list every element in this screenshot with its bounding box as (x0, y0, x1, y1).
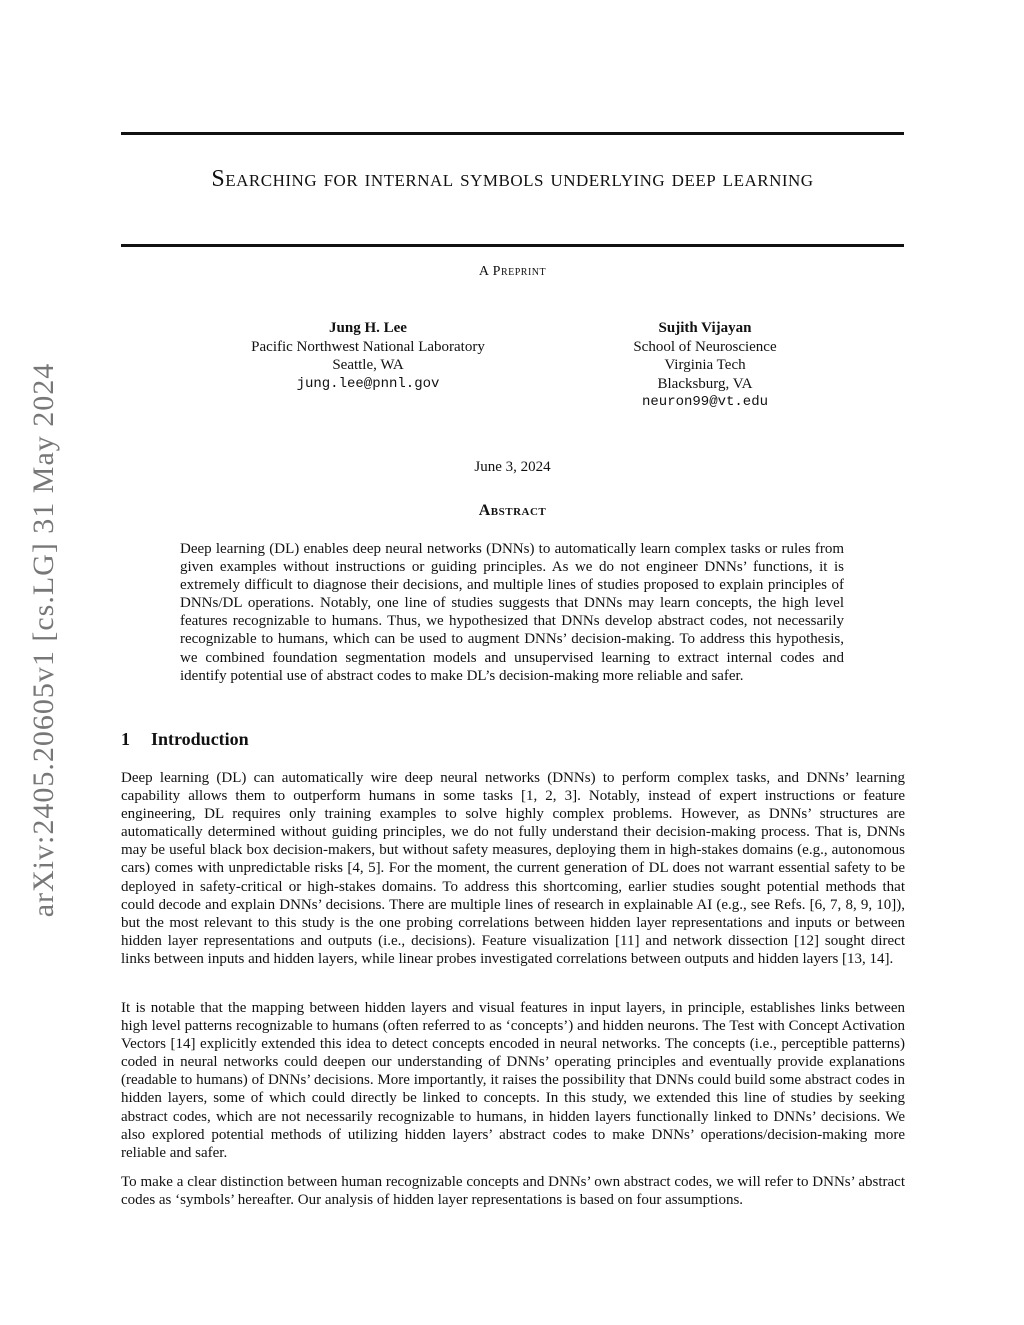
author-location: Blacksburg, VA (657, 375, 753, 392)
section-title: Introduction (151, 729, 249, 749)
author-affiliation: Pacific Northwest National Laboratory (251, 338, 485, 355)
body-paragraph: To make a clear distinction between human recognizable concepts and DNNs’ own abstract codes, we will refer to DNNs’ abstract codes as ‘symbols’ hereafter. Our analysis of hidden layer representations is based on four assumptions. (121, 1174, 905, 1209)
publication-date: June 3, 2024 (474, 459, 551, 475)
title-top-rule (121, 132, 904, 135)
title-bottom-rule (121, 244, 904, 247)
body-paragraph: Deep learning (DL) can automatically wire deep neural networks (DNNs) to perform complex tasks, and DNNs’ learning capability allows them to outperform humans in some tasks [1, 2, 3]. Notably, instead of expert instructions or feature engineering, DL requires only training examples to solve highly complex problems. However, as DNNs’ structures are automatically determined without guiding principles, we do not fully understand their decision-making process. That is, DNNs may be useful black box decision-makers, but without safety measures, deploying them in high-stakes domains (e.g., autonomous cars) comes with unpredictable risks [4, 5]. For the moment, the current generation of DL does not warrant essential safety to be deployed in safety-critical or high-stakes domains. To address this shortcoming, earlier studies sought potential methods that could decode and explain DNNs’ decisions. There are multiple lines of research in explainable AI (e.g., see Refs. [6, 7, 8, 9, 10]), but the most relevant to this study is the one probing correlations between hidden layer representations and inputs or between hidden layer representations and outputs (i.e., decisions). Feature visualization [11] and network dissection [12] sought direct links between inputs and hidden layers, while linear probes investigated correlations between outputs and hidden layers [13, 14]. (121, 770, 905, 967)
preprint-label: A Preprint (478, 264, 547, 279)
author-name: Jung H. Lee (329, 320, 407, 336)
author-affiliation: School of Neuroscience (633, 338, 777, 355)
author-email[interactable]: jung.lee@pnnl.gov (296, 375, 440, 392)
author-block-2 (575, 319, 835, 412)
author-institution: Virginia Tech (664, 357, 746, 373)
author-name: Sujith Vijayan (658, 320, 752, 336)
body-paragraph: It is notable that the mapping between hidden layers and visual features in input layers, in principle, establishes links between high level patterns recognizable to humans (often referred to as ‘concepts’) and hidden neurons. The Test with Concept Activation Vectors [14] explicitly extended this idea to detect concepts encoded in neural networks. The concepts (i.e., perceptible patterns) coded in neural networks could deepen our understanding of DNNs’ operating principles and eventually provide explanations (readable to humans) of DNNs’ decisions. More importantly, it raises the possibility that DNNs could build some abstract codes in hidden layers, some of which could directly be linked to concepts. In this study, we extended this line of studies by seeking abstract codes, which are not necessarily recognizable to humans, in hidden layers functionally linked to DNNs’ decisions. We also explored potential methods of utilizing hidden layers’ abstract codes to make DNNs’ operations/decision-making more reliable and safer. (121, 1000, 905, 1161)
author-block-1 (218, 319, 518, 393)
paper-title: Searching for internal symbols underlying deep learning (211, 166, 814, 192)
abstract-text: Deep learning (DL) enables deep neural networks (DNNs) to automatically learn complex tasks or rules from given examples without instructions or guiding principles. As we do not engineer DNNs’ functions, it is extremely difficult to diagnose their decisions, and multiple lines of studies proposed to explain principles of DNNs/DL operations. Notably, one line of studies suggests that DNNs may learn concepts, the high level features recognizable to humans. Thus, we hypothesized that DNNs develop abstract codes, not necessarily recognizable to humans, which can be used to augment DNNs’ decision-making. To address this hypothesis, we combined foundation segmentation models and unsupervised learning to extract internal codes and identify potential use of abstract codes to make DL’s decision-making more reliable and safer. (180, 541, 844, 684)
section-heading (121, 729, 249, 750)
section-number: 1 (121, 729, 130, 749)
author-email[interactable]: neuron99@vt.edu (641, 394, 769, 410)
author-location: Seattle, WA (332, 357, 404, 373)
abstract-heading: Abstract (478, 502, 547, 519)
arxiv-identifier: arXiv:2405.20605v1 [cs.LG] 31 May 2024 (27, 362, 60, 918)
